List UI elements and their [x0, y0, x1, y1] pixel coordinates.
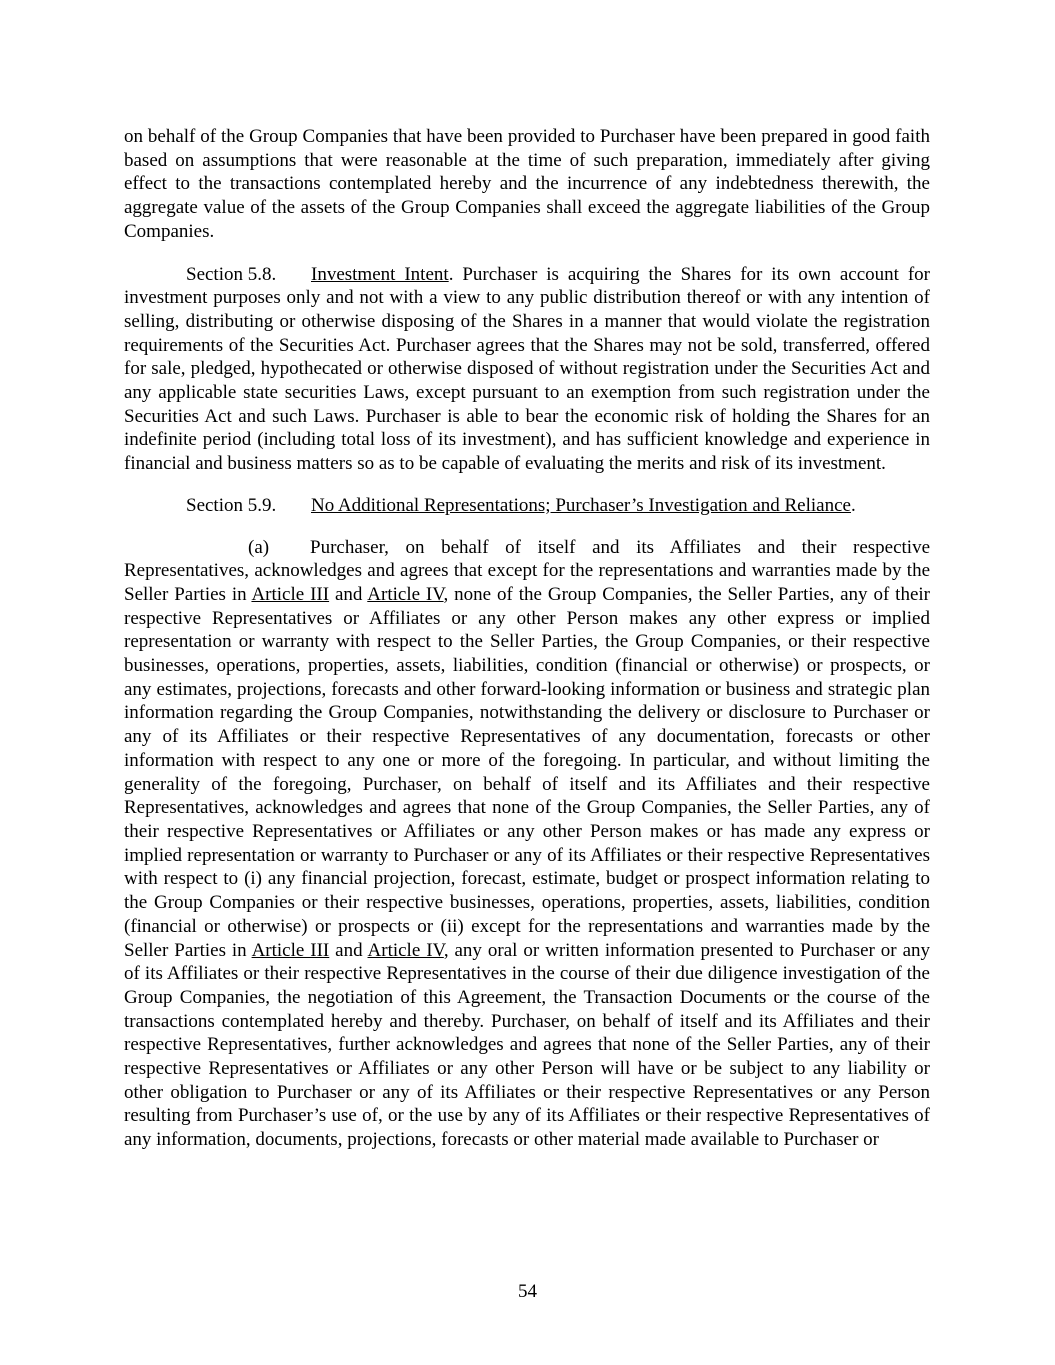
section-5-9-heading: No Additional Representations; Purchaser’s Investigation and Reliance: [311, 494, 851, 516]
section-5-8-body: Purchaser is acquiring the Shares for its own account for investment purposes only and not with a view to any public distribution thereof or with any intention of selling, distributing or otherwise disposing of the Shares in a manner that would violate the registration requirements of the Securities Act. Purchaser agrees that the Shares may not be sold, transferred, offered for sale, pledged, hypothecated or otherwise disposed of without registration under the Securities Act and any applicable state securities Laws, except pursuant to an exemption from such registration under the Securities Act and such Laws. Purchaser is able to bear the economic risk of holding the Shares for an indefinite period (including total loss of its investment), and has sufficient knowledge and experience in financial and business matters so as to be capable of evaluating the merits and risk of its investment.: [124, 263, 931, 475]
document-body: [124, 125, 930, 1152]
subsection-a-text-4: and: [329, 939, 368, 961]
section-5-9-heading-line: [124, 494, 930, 518]
subsection-a-text-2: and: [329, 583, 368, 605]
subsection-a-text-1: Purchaser, on behalf of itself and its Affiliates and their respective Representatives, acknowledges and agrees that except for the representations and warranties made by the Seller Parties in: [124, 536, 930, 605]
subsection-a-text-3: , none of the Group Companies, the Seller Parties, any of their respective Representatives or Affiliates or any other Person makes any other express or implied representation or warranty with respect to the Seller Parties, the Group Companies, or their respective businesses, operations, properties, assets, liabilities, condition (financial or otherwise) or prospects, or any estimates, projections, forecasts and other forward-looking information or business and strategic plan information regarding the Group Companies, notwithstanding the delivery or disclosure to Purchaser or any of its Affiliates or their respective Representatives of any documentation, forecasts or other information with respect to any one or more of the foregoing. In particular, and without limiting the generality of the foregoing, Purchaser, on behalf of itself and its Affiliates and their respective Representatives, acknowledges and agrees that none of the Group Companies, the Seller Parties, any of their respective Representatives or Affiliates or any other Person makes or has made any express or implied representation or warranty to Purchaser or any of its Affiliates or their respective Representatives with respect to (i) any financial projection, forecast, estimate, budget or prospect information relating to the Group Companies or their respective businesses, operations, properties, assets, liabilities, condition (financial or otherwise) or prospects or (ii) except for the representations and warranties made by the Seller Parties in: [124, 583, 930, 961]
subsection-a-label: (a): [248, 536, 270, 558]
section-5-9-heading-period: .: [850, 494, 856, 516]
section-5-8-number: Section 5.8.: [186, 263, 277, 285]
section-5-8-heading-period: .: [448, 263, 454, 285]
section-5-8-heading: Investment Intent: [311, 263, 449, 285]
page-number: 54: [518, 1281, 537, 1302]
section-5-9-number: Section 5.9.: [186, 494, 277, 516]
section-5-9-a-paragraph: [124, 536, 930, 1152]
article-iii-reference: Article III: [251, 583, 330, 605]
carryover-paragraph: on behalf of the Group Companies that have been provided to Purchaser have been prepared in good faith based on assumptions that were reasonable at the time of such preparation, immediately after giving effect to the transactions contemplated hereby and the incurrence of any indebtedness therewith, the aggregate value of the assets of the Group Companies shall exceed the aggregate liabilities of the Group Companies.: [124, 126, 930, 242]
subsection-a-text-5: , any oral or written information presented to Purchaser or any of its Affiliates or their respective Representatives in the course of their due diligence investigation of the Group Companies, the negotiation of this Agreement, the Transaction Documents or the course of the transactions contemplated hereby and thereby. Purchaser, on behalf of itself and its Affiliates and their respective Representatives, further acknowledges and agrees that none of the Seller Parties, any of their respective Representatives or Affiliates or any other Person will have or be subject to any liability or other obligation to Purchaser or any of its Affiliates or their respective Representatives or any Person resulting from Purchaser’s use of, or the use by any of its Affiliates or their respective Representatives of any information, documents, projections, forecasts or other material made available to Purchaser or: [124, 939, 931, 1151]
article-iv-reference-2: Article IV: [367, 939, 444, 961]
article-iii-reference-2: Article III: [251, 939, 330, 961]
section-5-8-paragraph: [124, 263, 930, 476]
article-iv-reference: Article IV: [367, 583, 444, 605]
